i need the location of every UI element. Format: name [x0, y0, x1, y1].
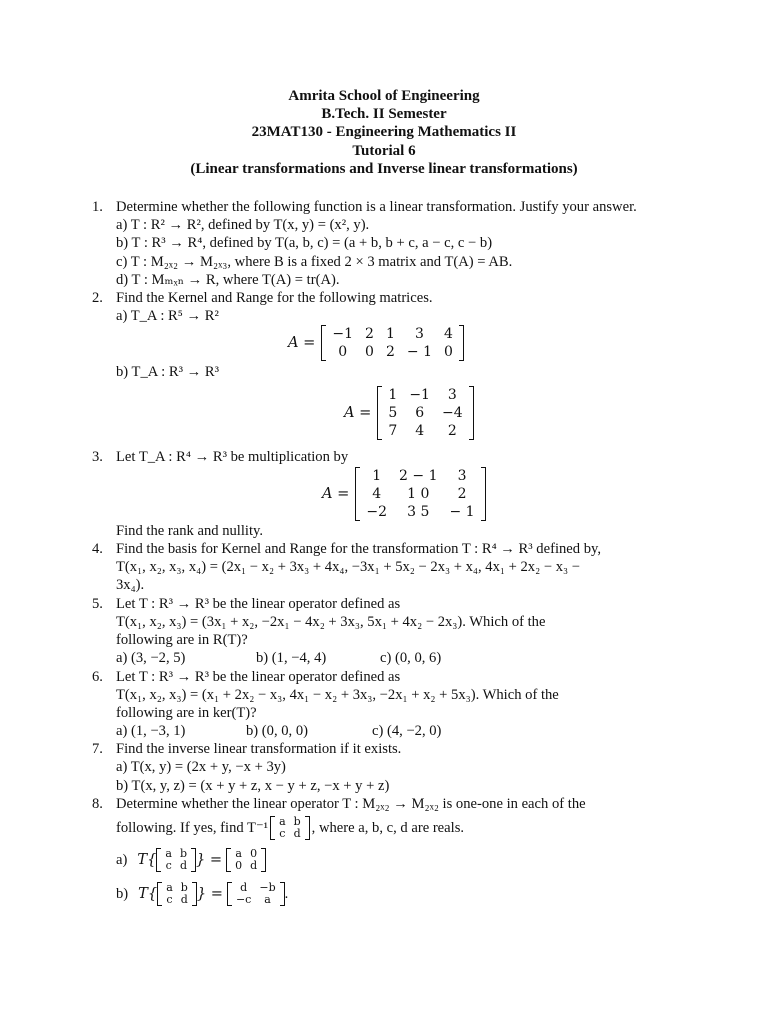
matrix [227, 882, 285, 906]
matrix-label: A = [322, 484, 350, 502]
question-1 [0, 198, 768, 216]
matrix-cell: a [264, 893, 271, 907]
question-3 [0, 448, 768, 466]
q8-part-a [0, 843, 768, 877]
tutorial-topic: (Linear transformations and Inverse linear transformations) [190, 160, 578, 177]
question-text: Determine whether the following function is a linear transformation. Justify your answer. [116, 199, 637, 215]
matrix-row [360, 503, 480, 521]
matrix-cell: 2 [447, 422, 457, 439]
matrix-row [326, 325, 459, 343]
matrix [226, 848, 266, 872]
option-c: c) (0, 0, 6) [380, 650, 442, 667]
matrix-cell: b [180, 881, 188, 895]
op-open: T{ [138, 884, 158, 902]
q1-part-c: c) T : M₂ₓ₂ → M₂ₓ₃, where B is a fixed 2 × 3 matrix and T(A) = AB. [116, 253, 513, 270]
q2-matrix-a [0, 323, 768, 363]
matrix [156, 848, 196, 872]
q8-text: following. If yes, find T⁻¹ [116, 819, 269, 836]
matrix-cell: −b [259, 881, 276, 895]
matrix-cell: a [279, 815, 286, 829]
matrix-row [231, 860, 261, 872]
question-number: 2. [92, 290, 103, 307]
matrix-cell: 4 [372, 485, 382, 502]
part-label: b) [116, 885, 129, 902]
q2-part-b: b) T_A : R³ → R³ [116, 364, 219, 381]
question-4 [0, 540, 768, 558]
matrix-cell: 2 − 1 [399, 467, 438, 484]
matrix-row [326, 343, 459, 361]
matrix-cell: 6 [415, 404, 425, 421]
q1-part-b: b) T : R³ → R⁴, defined by T(a, b, c) = (a + b, b + c, a − c, c − b) [116, 235, 493, 252]
matrix-label: A = [288, 334, 316, 352]
matrix-cell: −4 [441, 404, 463, 421]
matrix-cell: 3 [414, 326, 424, 343]
matrix [321, 325, 464, 361]
q5-definition: T(x₁, x₂, x₃) = (3x₁ + x₂, −2x₁ − 4x₂ + 3x₃, 5x₁ + 4x₂ − 2x₃). Which of the [116, 613, 546, 630]
q6-definition: T(x₁, x₂, x₃) = (x₁ + 2x₂ − x₃, 4x₁ − x₂ + 3x₃, −2x₁ + x₂ + 5x₃). Which of the [116, 686, 559, 703]
q5-question: following are in R(T)? [116, 631, 248, 648]
matrix-cell: 3 [457, 467, 467, 484]
matrix-cell: 1 [388, 386, 398, 403]
course-title: 23MAT130 - Engineering Mathematics II [251, 124, 517, 141]
matrix [355, 467, 485, 521]
matrix-cell: d [180, 893, 188, 907]
matrix-cell: − 1 [406, 344, 432, 361]
matrix [157, 882, 197, 906]
matrix-cell: c [279, 827, 286, 841]
q2-part-a: a) T_A : R⁵ → R² [116, 308, 219, 325]
q3-followup: Find the rank and nullity. [116, 522, 263, 539]
matrix-cell: 2 [385, 344, 395, 361]
document-header [0, 87, 768, 178]
matrix-cell: −1 [332, 326, 354, 343]
tutorial-number: Tutorial 6 [352, 142, 416, 159]
question-number: 6. [92, 668, 103, 685]
matrix-cell: 7 [388, 422, 398, 439]
matrix-cell: 3 5 [407, 503, 430, 520]
q6-options [0, 722, 768, 740]
question-number: 5. [92, 595, 103, 612]
q3-matrix [0, 466, 768, 522]
q5-options [0, 649, 768, 667]
matrix-cell: 5 [388, 404, 398, 421]
matrix-cell: a [235, 847, 242, 861]
option-a: a) (3, −2, 5) [116, 650, 186, 667]
matrix-row [275, 828, 305, 840]
matrix-cell: c [165, 859, 172, 873]
question-number: 3. [92, 448, 103, 465]
question-number: 1. [92, 199, 103, 215]
matrix-cell: 2 [457, 485, 467, 502]
option-b: b) (1, −4, 4) [256, 650, 327, 667]
question-2 [0, 289, 768, 307]
q8-line2 [0, 813, 768, 843]
q2-matrix-b [0, 384, 768, 442]
q4-definition: T(x₁, x₂, x₃, x₄) = (2x₁ − x₂ + 3x₃ + 4x₄, −3x₁ + 5x₂ − 2x₃ + x₄, 4x₁ + 2x₂ − x₃ − [116, 559, 580, 576]
q1-part-a: a) T : R² → R², defined by T(x, y) = (x², y). [116, 217, 370, 233]
q8-part-b [0, 877, 768, 911]
question-5 [0, 595, 768, 613]
matrix-cell: d [240, 881, 248, 895]
q1-part-d: d) T : Mₘₓₙ → R, where T(A) = tr(A). [116, 271, 340, 288]
matrix-label: A = [344, 403, 372, 421]
matrix-cell: 0 [443, 344, 453, 361]
matrix-row [162, 894, 192, 906]
program-semester: B.Tech. II Semester [321, 106, 447, 123]
matrix-cell: −1 [409, 386, 430, 403]
matrix-cell: a [165, 847, 172, 861]
period: . [284, 885, 289, 902]
matrix-row [360, 485, 480, 503]
matrix-row [360, 467, 480, 485]
q7-part-b: b) T(x, y, z) = (x + y + z, x − y + z, −x + y + z) [116, 777, 390, 794]
matrix-cell: d [293, 827, 301, 841]
op-close: } = [195, 850, 223, 868]
question-text: Find the Kernel and Range for the following matrices. [116, 290, 433, 307]
school-name: Amrita School of Engineering [288, 88, 480, 104]
question-6 [0, 668, 768, 686]
matrix [377, 386, 473, 440]
matrix-cell: 0 [365, 344, 374, 361]
question-text: Determine whether the linear operator T : M₂ₓ₂ → M₂ₓ₂ is one-one in each of the [116, 796, 586, 813]
q8-text-end: , where a, b, c, d are reals. [311, 819, 465, 836]
matrix-cell: c [166, 893, 173, 907]
matrix-cell: 1 [385, 326, 395, 343]
matrix-cell: b [179, 847, 187, 861]
matrix-row [382, 422, 468, 440]
matrix-cell: 3 [447, 386, 457, 403]
matrix-cell: 0 [250, 847, 258, 861]
matrix-cell: d [250, 859, 258, 873]
matrix-cell: 1 [372, 467, 382, 484]
q6-question: following are in ker(T)? [116, 704, 257, 721]
question-7 [0, 740, 768, 758]
question-text: Find the inverse linear transformation if it exists. [116, 741, 402, 758]
matrix-cell: a [166, 881, 173, 895]
question-8 [0, 795, 768, 813]
q4-definition-cont: 3x₄). [116, 577, 145, 594]
question-list [0, 198, 768, 911]
matrix-row [232, 894, 280, 906]
part-label: a) [116, 851, 128, 868]
matrix-cell: −c [235, 893, 252, 907]
matrix-cell: −2 [366, 503, 388, 520]
matrix [270, 816, 310, 840]
option-c: c) (4, −2, 0) [372, 723, 442, 740]
matrix-row [382, 404, 468, 422]
matrix-cell: 4 [415, 422, 425, 439]
question-number: 8. [92, 796, 103, 813]
matrix-cell: d [179, 859, 187, 873]
op-open: T{ [137, 850, 157, 868]
option-b: b) (0, 0, 0) [246, 723, 309, 740]
q7-part-a: a) T(x, y) = (2x + y, −x + 3y) [116, 759, 286, 776]
question-number: 4. [92, 541, 103, 558]
matrix-cell: − 1 [449, 503, 475, 520]
question-text: Let T : R³ → R³ be the linear operator defined as [116, 595, 401, 612]
matrix-row [382, 386, 468, 404]
matrix-cell: 2 [365, 326, 374, 343]
matrix-cell: 0 [338, 344, 348, 361]
matrix-cell: 1 0 [407, 485, 430, 502]
question-text: Let T_A : R⁴ → R³ be multiplication by [116, 448, 349, 465]
matrix-cell: 4 [443, 326, 453, 343]
matrix-cell: 0 [235, 859, 243, 873]
question-text: Let T : R³ → R³ be the linear operator defined as [116, 668, 401, 685]
option-a: a) (1, −3, 1) [116, 723, 186, 740]
question-number: 7. [92, 741, 103, 758]
matrix-cell: b [293, 815, 301, 829]
op-close: } = [196, 884, 223, 902]
matrix-row [161, 860, 191, 872]
question-text: Find the basis for Kernel and Range for the transformation T : R⁴ → R³ defined by, [116, 541, 602, 558]
